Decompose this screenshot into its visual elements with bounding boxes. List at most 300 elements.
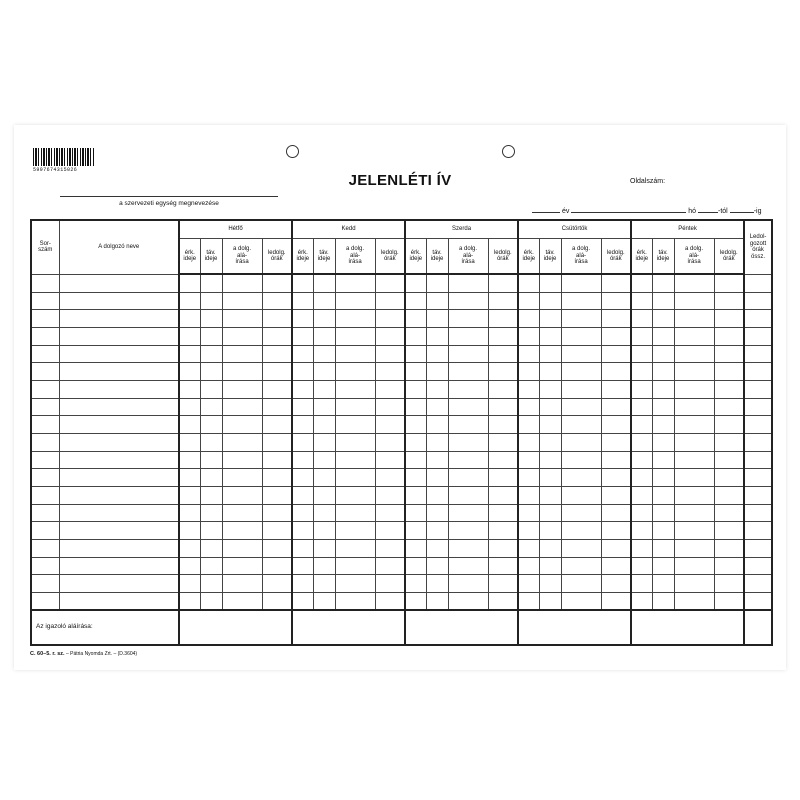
table-cell[interactable] [59, 486, 179, 504]
table-cell[interactable] [652, 469, 674, 487]
table-cell[interactable] [375, 504, 405, 522]
table-cell[interactable] [674, 380, 714, 398]
table-cell[interactable] [518, 274, 539, 292]
table-cell[interactable] [292, 310, 313, 328]
table-cell[interactable] [601, 398, 631, 416]
from-blank[interactable] [698, 205, 718, 213]
table-cell[interactable] [59, 539, 179, 557]
table-cell[interactable] [631, 345, 652, 363]
table-cell[interactable] [448, 486, 488, 504]
table-cell[interactable] [426, 575, 448, 593]
table-cell[interactable] [59, 522, 179, 540]
table-cell[interactable] [561, 522, 601, 540]
table-cell[interactable] [539, 416, 561, 434]
table-cell[interactable] [744, 292, 772, 310]
table-cell[interactable] [518, 575, 539, 593]
table-cell[interactable] [262, 363, 292, 381]
table-cell[interactable] [335, 274, 375, 292]
table-cell[interactable] [59, 363, 179, 381]
table-cell[interactable] [313, 398, 335, 416]
table-cell[interactable] [59, 380, 179, 398]
table-cell[interactable] [631, 486, 652, 504]
table-cell[interactable] [335, 469, 375, 487]
table-cell[interactable] [714, 557, 744, 575]
table-cell[interactable] [292, 327, 313, 345]
table-cell[interactable] [488, 398, 518, 416]
org-unit-line[interactable] [60, 196, 278, 197]
table-cell[interactable] [744, 486, 772, 504]
table-cell[interactable] [335, 327, 375, 345]
table-cell[interactable] [262, 433, 292, 451]
table-cell[interactable] [179, 486, 200, 504]
table-cell[interactable] [652, 274, 674, 292]
table-cell[interactable] [518, 380, 539, 398]
table-cell[interactable] [539, 274, 561, 292]
table-cell[interactable] [601, 345, 631, 363]
table-cell[interactable] [59, 557, 179, 575]
table-cell[interactable] [674, 345, 714, 363]
table-cell[interactable] [426, 433, 448, 451]
table-cell[interactable] [335, 433, 375, 451]
table-cell[interactable] [426, 539, 448, 557]
table-cell[interactable] [313, 539, 335, 557]
table-cell[interactable] [179, 345, 200, 363]
table-cell[interactable] [335, 486, 375, 504]
table-cell[interactable] [222, 416, 262, 434]
table-cell[interactable] [200, 380, 222, 398]
table-cell[interactable] [405, 433, 426, 451]
table-cell[interactable] [200, 592, 222, 610]
table-cell[interactable] [222, 557, 262, 575]
table-cell[interactable] [561, 327, 601, 345]
table-cell[interactable] [448, 292, 488, 310]
table-cell[interactable] [539, 575, 561, 593]
table-cell[interactable] [405, 274, 426, 292]
table-cell[interactable] [179, 539, 200, 557]
table-cell[interactable] [448, 327, 488, 345]
table-cell[interactable] [674, 522, 714, 540]
certifier-signature-cell[interactable] [179, 610, 292, 645]
table-cell[interactable] [405, 327, 426, 345]
table-cell[interactable] [426, 416, 448, 434]
table-cell[interactable] [674, 486, 714, 504]
table-cell[interactable] [375, 557, 405, 575]
table-cell[interactable] [561, 575, 601, 593]
table-cell[interactable] [31, 310, 59, 328]
table-cell[interactable] [405, 557, 426, 575]
table-cell[interactable] [448, 345, 488, 363]
table-cell[interactable] [59, 292, 179, 310]
table-cell[interactable] [262, 451, 292, 469]
table-cell[interactable] [744, 433, 772, 451]
table-cell[interactable] [488, 433, 518, 451]
table-cell[interactable] [652, 416, 674, 434]
table-cell[interactable] [488, 469, 518, 487]
table-cell[interactable] [262, 504, 292, 522]
table-cell[interactable] [674, 433, 714, 451]
table-cell[interactable] [744, 380, 772, 398]
table-cell[interactable] [335, 380, 375, 398]
table-cell[interactable] [714, 380, 744, 398]
table-cell[interactable] [375, 433, 405, 451]
table-cell[interactable] [31, 416, 59, 434]
table-cell[interactable] [405, 398, 426, 416]
table-cell[interactable] [262, 539, 292, 557]
table-cell[interactable] [448, 398, 488, 416]
table-cell[interactable] [179, 504, 200, 522]
table-cell[interactable] [652, 592, 674, 610]
table-cell[interactable] [631, 327, 652, 345]
table-cell[interactable] [31, 292, 59, 310]
table-cell[interactable] [652, 345, 674, 363]
table-cell[interactable] [335, 575, 375, 593]
table-cell[interactable] [561, 345, 601, 363]
table-cell[interactable] [448, 416, 488, 434]
table-cell[interactable] [674, 363, 714, 381]
table-cell[interactable] [292, 451, 313, 469]
table-cell[interactable] [262, 575, 292, 593]
table-cell[interactable] [313, 451, 335, 469]
certifier-signature-cell[interactable] [744, 610, 772, 645]
table-cell[interactable] [200, 469, 222, 487]
table-cell[interactable] [631, 310, 652, 328]
table-cell[interactable] [179, 451, 200, 469]
table-cell[interactable] [518, 363, 539, 381]
table-cell[interactable] [561, 292, 601, 310]
table-cell[interactable] [652, 292, 674, 310]
table-cell[interactable] [59, 274, 179, 292]
table-cell[interactable] [313, 380, 335, 398]
table-cell[interactable] [179, 274, 200, 292]
table-cell[interactable] [262, 327, 292, 345]
table-cell[interactable] [200, 575, 222, 593]
table-cell[interactable] [652, 486, 674, 504]
table-cell[interactable] [200, 292, 222, 310]
table-cell[interactable] [426, 592, 448, 610]
table-cell[interactable] [313, 274, 335, 292]
table-cell[interactable] [539, 310, 561, 328]
table-cell[interactable] [200, 504, 222, 522]
table-cell[interactable] [714, 292, 744, 310]
table-cell[interactable] [488, 575, 518, 593]
table-cell[interactable] [292, 592, 313, 610]
table-cell[interactable] [631, 539, 652, 557]
table-cell[interactable] [405, 292, 426, 310]
table-cell[interactable] [488, 486, 518, 504]
table-cell[interactable] [200, 327, 222, 345]
table-cell[interactable] [262, 310, 292, 328]
table-cell[interactable] [561, 380, 601, 398]
table-cell[interactable] [375, 451, 405, 469]
table-cell[interactable] [561, 504, 601, 522]
table-cell[interactable] [200, 451, 222, 469]
table-cell[interactable] [714, 363, 744, 381]
table-cell[interactable] [652, 522, 674, 540]
table-cell[interactable] [179, 380, 200, 398]
table-cell[interactable] [292, 416, 313, 434]
table-cell[interactable] [518, 504, 539, 522]
table-cell[interactable] [601, 469, 631, 487]
table-cell[interactable] [652, 363, 674, 381]
table-cell[interactable] [59, 433, 179, 451]
table-cell[interactable] [222, 380, 262, 398]
table-cell[interactable] [426, 380, 448, 398]
table-cell[interactable] [448, 363, 488, 381]
table-cell[interactable] [448, 433, 488, 451]
table-cell[interactable] [601, 363, 631, 381]
table-cell[interactable] [601, 522, 631, 540]
table-cell[interactable] [448, 557, 488, 575]
table-cell[interactable] [448, 592, 488, 610]
table-cell[interactable] [313, 522, 335, 540]
certifier-signature-cell[interactable] [292, 610, 405, 645]
table-cell[interactable] [262, 398, 292, 416]
table-cell[interactable] [222, 310, 262, 328]
table-cell[interactable] [714, 539, 744, 557]
table-cell[interactable] [292, 274, 313, 292]
table-cell[interactable] [200, 416, 222, 434]
table-cell[interactable] [59, 592, 179, 610]
table-cell[interactable] [674, 310, 714, 328]
table-cell[interactable] [652, 433, 674, 451]
table-cell[interactable] [674, 539, 714, 557]
table-cell[interactable] [601, 416, 631, 434]
table-cell[interactable] [222, 292, 262, 310]
table-cell[interactable] [448, 274, 488, 292]
table-cell[interactable] [59, 504, 179, 522]
table-cell[interactable] [744, 345, 772, 363]
table-cell[interactable] [59, 310, 179, 328]
table-cell[interactable] [744, 592, 772, 610]
table-cell[interactable] [448, 539, 488, 557]
certifier-signature-cell[interactable] [631, 610, 744, 645]
table-cell[interactable] [179, 469, 200, 487]
table-cell[interactable] [222, 433, 262, 451]
table-cell[interactable] [518, 292, 539, 310]
table-cell[interactable] [59, 398, 179, 416]
table-cell[interactable] [426, 486, 448, 504]
table-cell[interactable] [375, 592, 405, 610]
table-cell[interactable] [179, 310, 200, 328]
table-cell[interactable] [518, 469, 539, 487]
table-cell[interactable] [335, 592, 375, 610]
table-cell[interactable] [714, 433, 744, 451]
table-cell[interactable] [262, 380, 292, 398]
table-cell[interactable] [714, 327, 744, 345]
table-cell[interactable] [518, 345, 539, 363]
table-cell[interactable] [313, 592, 335, 610]
table-cell[interactable] [375, 416, 405, 434]
table-cell[interactable] [222, 398, 262, 416]
table-cell[interactable] [292, 486, 313, 504]
table-cell[interactable] [448, 380, 488, 398]
certifier-signature-cell[interactable] [518, 610, 631, 645]
certifier-signature-cell[interactable] [405, 610, 518, 645]
table-cell[interactable] [601, 380, 631, 398]
table-cell[interactable] [488, 274, 518, 292]
table-cell[interactable] [262, 345, 292, 363]
table-cell[interactable] [335, 310, 375, 328]
table-cell[interactable] [539, 486, 561, 504]
table-cell[interactable] [744, 539, 772, 557]
table-cell[interactable] [518, 451, 539, 469]
table-cell[interactable] [313, 416, 335, 434]
table-cell[interactable] [674, 504, 714, 522]
table-cell[interactable] [313, 363, 335, 381]
table-cell[interactable] [539, 522, 561, 540]
table-cell[interactable] [200, 557, 222, 575]
table-cell[interactable] [31, 433, 59, 451]
table-cell[interactable] [375, 327, 405, 345]
table-cell[interactable] [262, 592, 292, 610]
table-cell[interactable] [292, 292, 313, 310]
table-cell[interactable] [518, 398, 539, 416]
table-cell[interactable] [335, 451, 375, 469]
table-cell[interactable] [405, 486, 426, 504]
table-cell[interactable] [262, 469, 292, 487]
table-cell[interactable] [714, 274, 744, 292]
table-cell[interactable] [426, 504, 448, 522]
table-cell[interactable] [631, 292, 652, 310]
table-cell[interactable] [426, 327, 448, 345]
table-cell[interactable] [31, 363, 59, 381]
table-cell[interactable] [262, 557, 292, 575]
table-cell[interactable] [375, 398, 405, 416]
table-cell[interactable] [561, 310, 601, 328]
table-cell[interactable] [714, 522, 744, 540]
table-cell[interactable] [631, 575, 652, 593]
table-cell[interactable] [59, 345, 179, 363]
table-cell[interactable] [405, 363, 426, 381]
table-cell[interactable] [375, 274, 405, 292]
table-cell[interactable] [426, 398, 448, 416]
table-cell[interactable] [405, 345, 426, 363]
table-cell[interactable] [292, 380, 313, 398]
table-cell[interactable] [631, 469, 652, 487]
table-cell[interactable] [714, 486, 744, 504]
table-cell[interactable] [539, 433, 561, 451]
table-cell[interactable] [601, 327, 631, 345]
table-cell[interactable] [313, 345, 335, 363]
table-cell[interactable] [631, 557, 652, 575]
table-cell[interactable] [561, 557, 601, 575]
table-cell[interactable] [714, 469, 744, 487]
table-cell[interactable] [335, 292, 375, 310]
table-cell[interactable] [426, 363, 448, 381]
table-cell[interactable] [222, 522, 262, 540]
table-cell[interactable] [375, 363, 405, 381]
table-cell[interactable] [631, 504, 652, 522]
table-cell[interactable] [200, 274, 222, 292]
table-cell[interactable] [313, 575, 335, 593]
table-cell[interactable] [674, 416, 714, 434]
table-cell[interactable] [539, 504, 561, 522]
table-cell[interactable] [262, 416, 292, 434]
table-cell[interactable] [405, 539, 426, 557]
table-cell[interactable] [601, 274, 631, 292]
table-cell[interactable] [652, 575, 674, 593]
table-cell[interactable] [200, 310, 222, 328]
table-cell[interactable] [59, 327, 179, 345]
table-cell[interactable] [631, 274, 652, 292]
table-cell[interactable] [313, 433, 335, 451]
table-cell[interactable] [744, 522, 772, 540]
table-cell[interactable] [518, 522, 539, 540]
table-cell[interactable] [292, 469, 313, 487]
table-cell[interactable] [222, 363, 262, 381]
table-cell[interactable] [488, 504, 518, 522]
table-cell[interactable] [744, 469, 772, 487]
table-cell[interactable] [222, 575, 262, 593]
table-cell[interactable] [561, 398, 601, 416]
table-cell[interactable] [222, 274, 262, 292]
table-cell[interactable] [292, 433, 313, 451]
table-cell[interactable] [426, 557, 448, 575]
table-cell[interactable] [518, 539, 539, 557]
table-cell[interactable] [714, 451, 744, 469]
table-cell[interactable] [601, 486, 631, 504]
table-cell[interactable] [292, 345, 313, 363]
table-cell[interactable] [335, 539, 375, 557]
table-cell[interactable] [31, 592, 59, 610]
table-cell[interactable] [200, 398, 222, 416]
table-cell[interactable] [292, 522, 313, 540]
table-cell[interactable] [488, 539, 518, 557]
table-cell[interactable] [652, 398, 674, 416]
table-cell[interactable] [744, 416, 772, 434]
table-cell[interactable] [31, 398, 59, 416]
table-cell[interactable] [375, 486, 405, 504]
table-cell[interactable] [222, 592, 262, 610]
table-cell[interactable] [313, 292, 335, 310]
table-cell[interactable] [31, 327, 59, 345]
table-cell[interactable] [313, 327, 335, 345]
table-cell[interactable] [561, 363, 601, 381]
table-cell[interactable] [375, 345, 405, 363]
table-cell[interactable] [31, 486, 59, 504]
table-cell[interactable] [631, 363, 652, 381]
table-cell[interactable] [405, 592, 426, 610]
table-cell[interactable] [59, 575, 179, 593]
table-cell[interactable] [631, 433, 652, 451]
table-cell[interactable] [652, 310, 674, 328]
table-cell[interactable] [262, 522, 292, 540]
table-cell[interactable] [448, 522, 488, 540]
table-cell[interactable] [405, 416, 426, 434]
table-cell[interactable] [405, 310, 426, 328]
table-cell[interactable] [31, 539, 59, 557]
table-cell[interactable] [448, 310, 488, 328]
table-cell[interactable] [674, 469, 714, 487]
table-cell[interactable] [518, 433, 539, 451]
table-cell[interactable] [488, 310, 518, 328]
table-cell[interactable] [714, 575, 744, 593]
table-cell[interactable] [375, 539, 405, 557]
table-cell[interactable] [488, 345, 518, 363]
table-cell[interactable] [335, 363, 375, 381]
table-cell[interactable] [405, 575, 426, 593]
table-cell[interactable] [335, 557, 375, 575]
table-cell[interactable] [405, 380, 426, 398]
table-cell[interactable] [714, 504, 744, 522]
table-cell[interactable] [222, 327, 262, 345]
table-cell[interactable] [674, 451, 714, 469]
table-cell[interactable] [179, 557, 200, 575]
table-cell[interactable] [518, 592, 539, 610]
table-cell[interactable] [31, 522, 59, 540]
table-cell[interactable] [674, 592, 714, 610]
table-cell[interactable] [714, 345, 744, 363]
